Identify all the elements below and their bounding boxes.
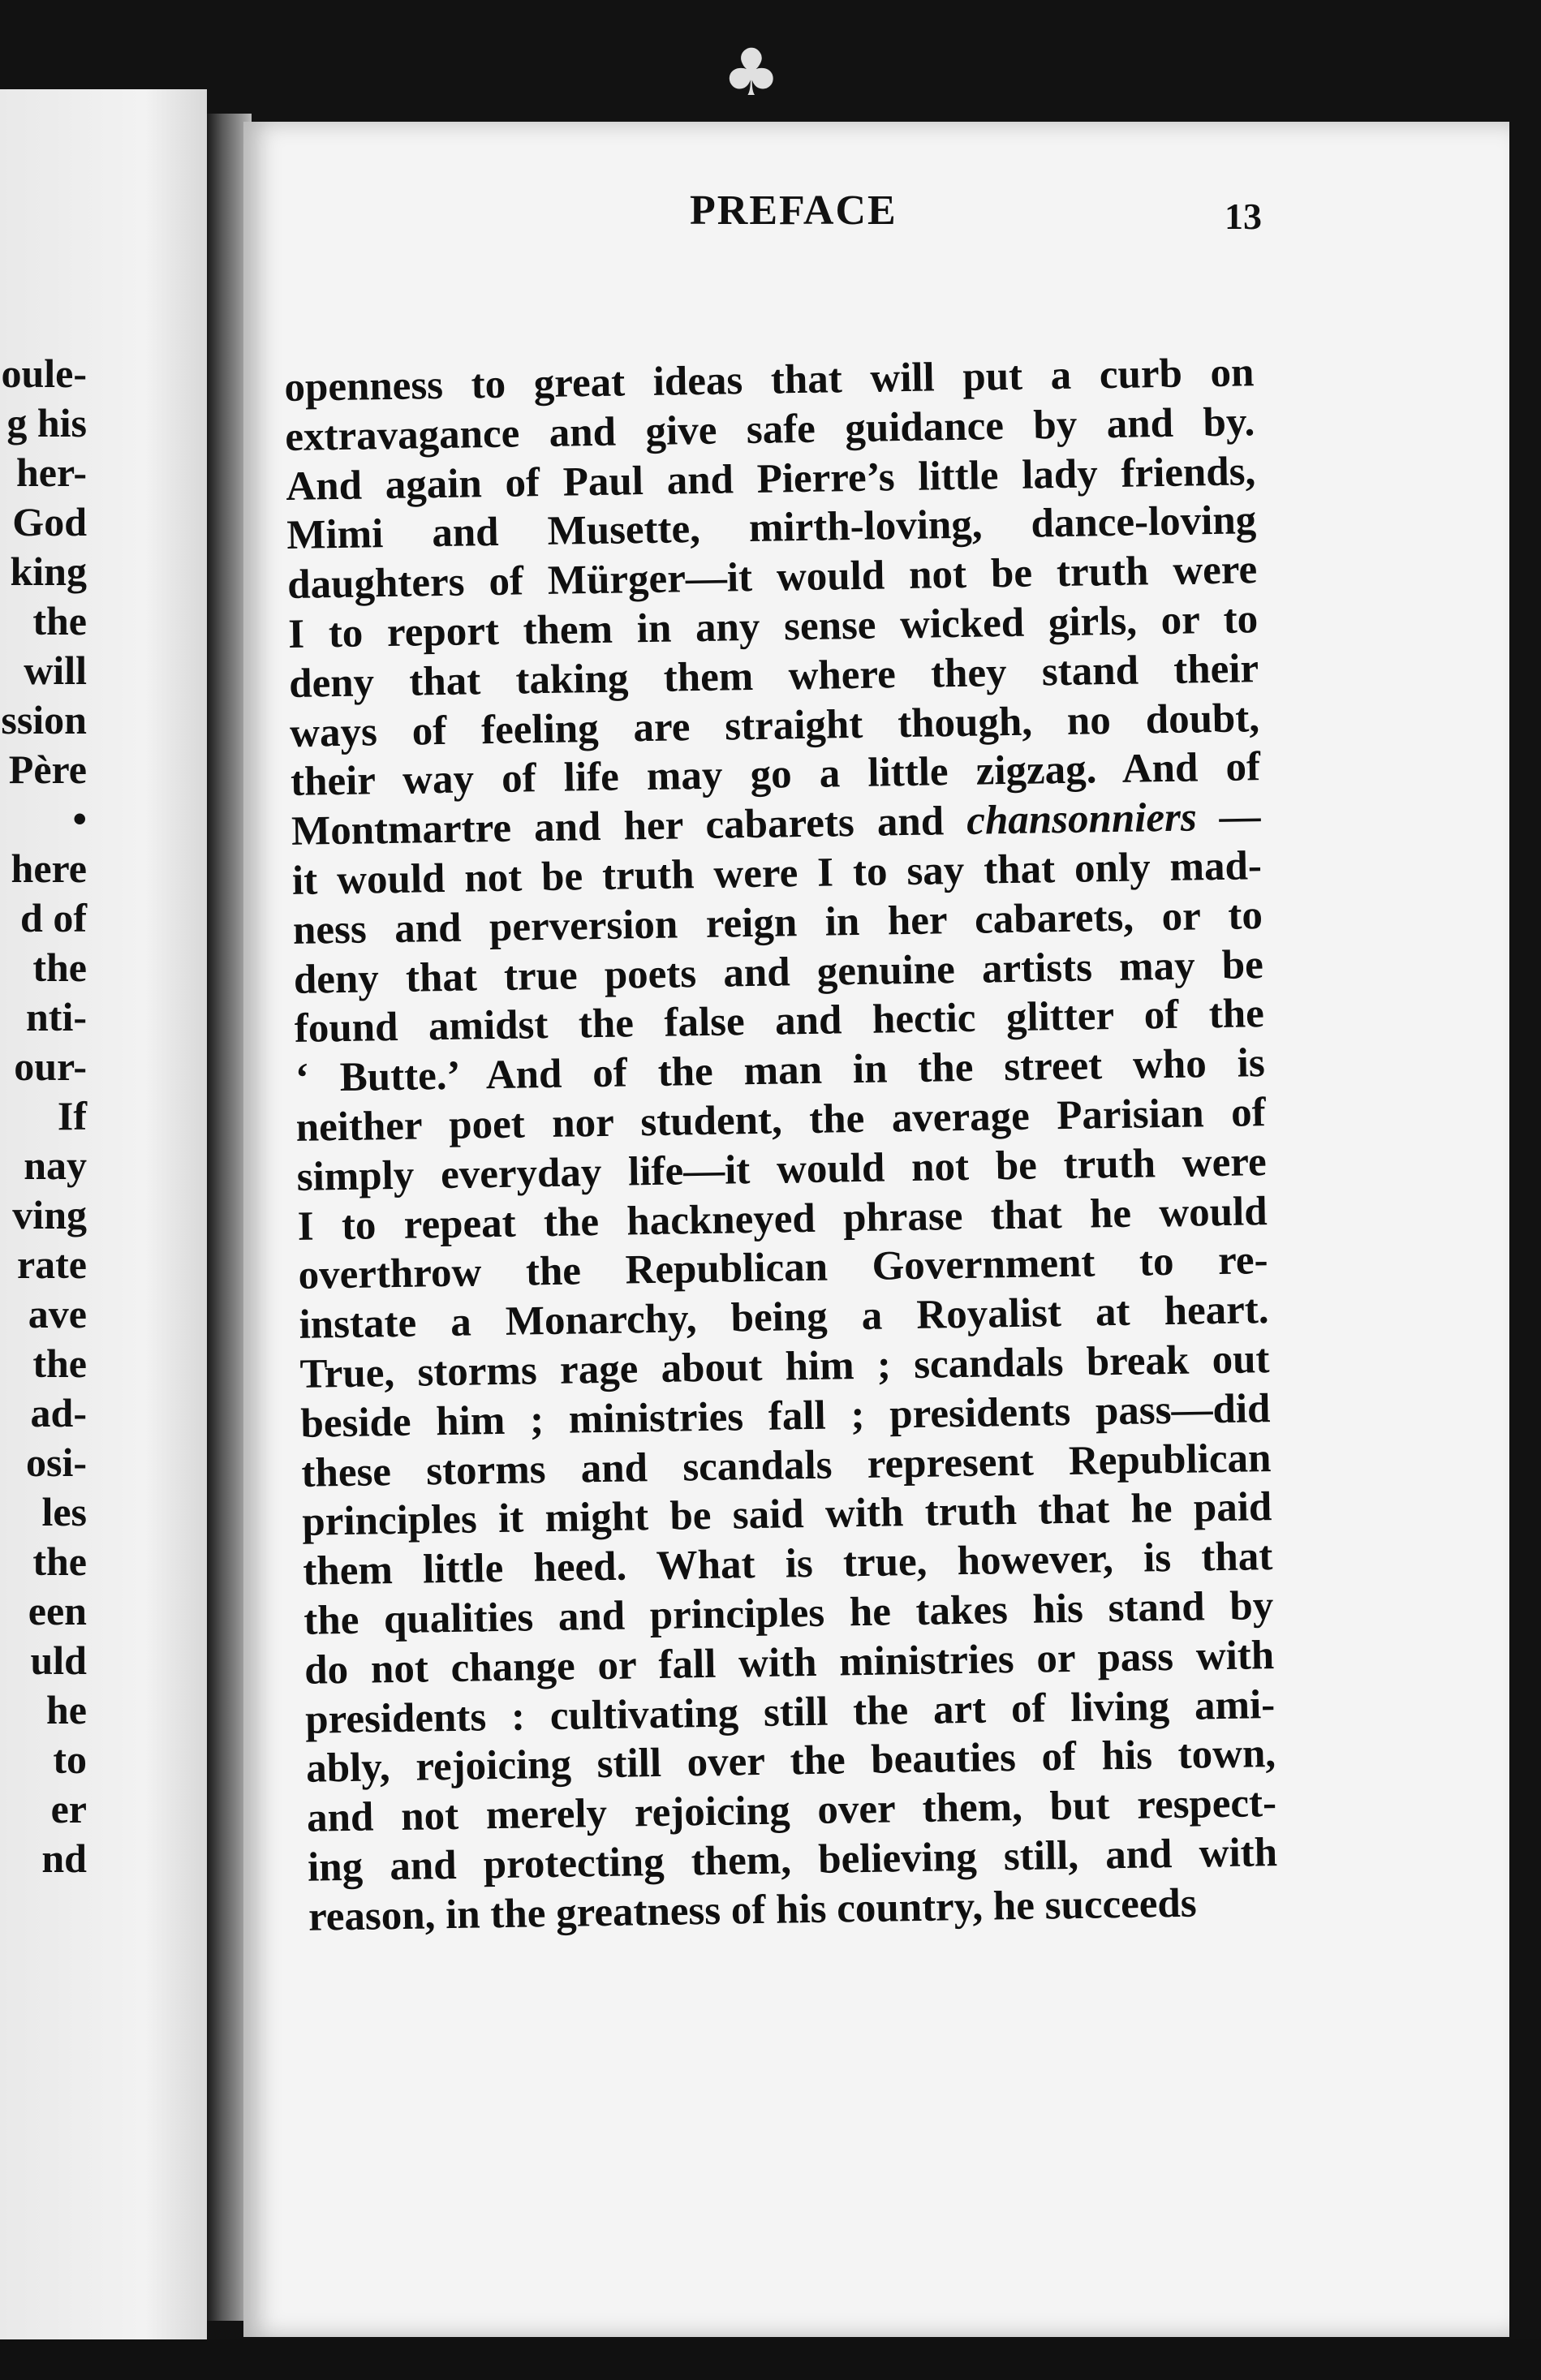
text-line: neither poet nor student, the average Parisian of <box>295 1090 1267 1151</box>
text-line: instate a Monarchy, being a Royalist at heart. <box>299 1287 1269 1348</box>
previous-page-line: will <box>24 648 87 693</box>
text-line: ‘ Butte.’ And of the man in the street who is <box>295 1040 1266 1102</box>
scan-artifact-icon: ♣ <box>722 35 781 110</box>
page-title: PREFACE <box>690 187 897 234</box>
previous-page-line: • <box>72 796 87 841</box>
previous-page-text <box>1 349 87 1883</box>
text-line: deny that true poets and genuine artists may be <box>293 941 1264 1003</box>
text-line: ing and protecting them, believing still, and with <box>307 1829 1278 1891</box>
page-number: 13 <box>1225 196 1262 237</box>
previous-page-line: our- <box>14 1044 87 1089</box>
text-line: simply everyday life—it would not be truth were <box>296 1138 1268 1200</box>
text-line: I to repeat the hackneyed phrase that he would <box>297 1188 1268 1250</box>
previous-page-line: to <box>53 1737 87 1782</box>
previous-page-line: the <box>32 945 87 990</box>
text-line: I to report them in any sense wicked girls, or to <box>287 596 1259 657</box>
previous-page-line: the <box>32 1341 87 1386</box>
previous-page-line: les <box>41 1489 87 1534</box>
text-line: ably, rejoicing still over the beauties of his town, <box>305 1731 1276 1793</box>
previous-page-line: king <box>10 549 87 594</box>
text-line: beside him ; ministries fall ; presidents pass—did <box>300 1385 1271 1447</box>
text-line: it would not be truth were I to say that only mad- <box>291 843 1263 904</box>
text-line: their way of life may go a little zigzag. And of <box>290 744 1261 806</box>
previous-page-line: osi- <box>26 1440 87 1485</box>
text-line: extravagance and give safe guidance by and by. <box>284 399 1255 460</box>
previous-page-line: If <box>57 1093 87 1138</box>
previous-page-line: een <box>28 1588 87 1633</box>
previous-page-line: g his <box>6 400 87 445</box>
body-text <box>284 348 1282 1942</box>
text-line-segment: Montmartre and her cabarets and <box>291 798 967 855</box>
previous-page-line: he <box>46 1687 87 1732</box>
previous-page <box>0 89 207 2345</box>
italic-term: chansonniers — <box>966 794 1262 845</box>
text-line: overthrow the Republican Government to re- <box>298 1237 1268 1299</box>
previous-page-line: the <box>32 598 87 643</box>
text-line: Mimi and Musette, mirth-loving, dance-loving <box>286 497 1257 559</box>
previous-page-line: here <box>11 846 87 891</box>
previous-page-line: ssion <box>1 697 87 742</box>
previous-page-line: ving <box>12 1192 87 1237</box>
previous-page-line: ave <box>28 1291 87 1336</box>
text-line: openness to great ideas that will put a curb on <box>284 350 1255 411</box>
previous-page-line: nd <box>41 1836 87 1881</box>
text-line: found amidst the false and hectic glitter of the <box>294 991 1265 1052</box>
scan-border <box>0 2339 1541 2380</box>
previous-page-line: nti- <box>26 994 87 1039</box>
text-line: principles it might be said with truth that he paid <box>301 1484 1272 1546</box>
text-line: presidents : cultivating still the art of living ami- <box>304 1681 1276 1743</box>
previous-page-line: Père <box>8 747 87 792</box>
text-line: reason, in the greatness of his country, he succeeds <box>308 1880 1197 1940</box>
text-line: the qualities and principles he takes his stand by <box>303 1582 1274 1644</box>
text-line: ness and perversion reign in her cabarets, or to <box>292 892 1263 953</box>
previous-page-line: the <box>32 1539 87 1584</box>
previous-page-line: d of <box>20 895 87 940</box>
previous-page-line: nay <box>24 1143 87 1188</box>
text-line: ways of feeling are straight though, no doubt, <box>289 695 1260 756</box>
previous-page-line: God <box>12 499 87 544</box>
text-line: And again of Paul and Pierre’s little lady friends, <box>285 448 1256 510</box>
previous-page-line: her- <box>16 450 87 495</box>
previous-page-line: ad- <box>30 1390 87 1435</box>
previous-page-line: rate <box>16 1242 87 1287</box>
text-line: daughters of Mürger—it would not be truth were <box>286 547 1258 609</box>
text-line: these storms and scandals represent Republican <box>301 1435 1272 1496</box>
previous-page-line: er <box>50 1786 87 1831</box>
previous-page-line: oule- <box>1 351 87 396</box>
text-line: do not change or fall with ministries or pass with <box>303 1632 1275 1694</box>
previous-page-line: uld <box>30 1638 87 1683</box>
text-line: and not merely rejoicing over them, but respect- <box>306 1780 1277 1841</box>
text-line: True, storms rage about him ; scandals break out <box>299 1336 1270 1397</box>
text-line: deny that taking them where they stand their <box>288 645 1259 707</box>
running-head <box>414 187 1266 252</box>
text-line: them little heed. What is true, however, is that <box>302 1534 1273 1595</box>
